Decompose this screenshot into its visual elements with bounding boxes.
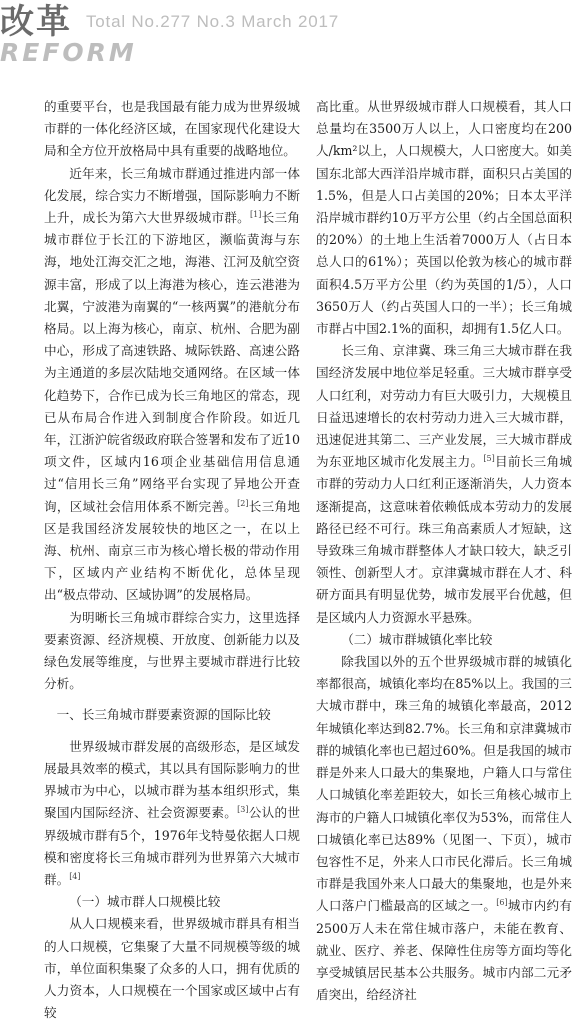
paragraph: 长三角、京津冀、珠三角三大城市群在我国经济发展中地位举足轻重。三大城市群享受人口红利，对劳动力有巨大吸引力，大规模且日益迅速增长的农村劳动力进入三大城市群，迅速促进其第二、三产业发展，三大城市群成为东亚地区城市化发展主力。[5]目前长三角城市群的劳动力人口红利正逐渐消失，人力资本逐渐提高，这意味着依赖低成本劳动力的发展路径已经不可行。珠三角高素质人才短缺，这导致珠三角城市群整体人才缺口较大，缺乏引领性、创新型人才。京津冀城市群在人才、科研方面具有明显优势，城市发展平台优越，但是区域内人力资源水平悬殊。 bbox=[316, 343, 573, 625]
paragraph: 近年来，长三角城市群通过推进内部一体化发展，综合实力不断增强，国际影响力不断上升，成长为第六大世界级城市群。[1]长三角城市群位于长江的下游地区，濒临黄海与东海，地处江海交汇之地，海港、江河及航空资源丰富，形成了以上海港为核心，连云港港为北翼，宁波港为南翼的“一核两翼”的港航分布格局。以上海为核心，南京、杭州、合肥为副中心，形成了高速铁路、城际铁路、高速公路为主通道的多层次陆地交通网络。在区域一体化趋势下，合作已成为长三角地区的常态，现已从布局合作进入到制度合作阶段。如近几年，江浙沪皖省级政府联合签署和发布了近10项文件，区域内16项企业基础信用信息通过“信用长三角”网络平台实现了异地公开查询，区域社会信用体系不断完善。[2]长三角地区是我国经济发展较快的地区之一，在以上海、杭州、南京三市为核心增长极的带动作用下，区域内产业结构不断优化，总体呈现出“极点带动、区域协调”的发展格局。 bbox=[44, 165, 301, 603]
section-heading: 一、长三角城市群要素资源的国际比较 bbox=[56, 707, 271, 723]
paragraph: 世界级城市群发展的高级形态，是区域发展最具效率的模式，其以具有国际影响力的世界城市为中心，以城市群为基本组织形式，集聚国内国际经济、社会资源要素。[3]公认的世界级城市群有5个，1976年戈特曼依据人口规模和密度将长三角城市群列为世界第六大城市群。[4] bbox=[44, 738, 301, 887]
paragraph: 除我国以外的五个世界级城市群的城镇化率都很高，城镇化率均在85%以上。我国的三大城市群中，珠三角的城镇化率最高，2012年城镇化率达到82.7%。长三角和京津冀城市群的城镇化率也已超过60%。但是我国的城市群是外来人口最大的集聚地，户籍人口与常住人口城镇化率差距较大，如长三角核心城市上海市的户籍人口城镇化率仅为53%，而常住人口城镇化率已达89%（见图一、下页），城市包容性不足，外来人口市民化滞后。长三角城市群是我国外来人口最大的集聚地，也是外来人口落户门槛最高的区域之一。[6]城市内约有2500万人未在常住城市落户，未能在教育、就业、医疗、养老、保障性住房等方面均等化享受城镇居民基本公共服务。城市内部二元矛盾突出，给经济社 bbox=[316, 654, 573, 1003]
reference-mark: [6] bbox=[496, 898, 508, 908]
right-column bbox=[316, 96, 572, 1006]
left-column bbox=[44, 96, 300, 1024]
reference-mark: [3] bbox=[237, 805, 249, 815]
subsection-heading: （一）城市群人口规模比较 bbox=[69, 894, 221, 910]
subsection-heading: （二）城市群城镇化率比较 bbox=[341, 631, 493, 647]
reference-mark: [5] bbox=[483, 454, 495, 464]
paragraph: 高比重。从世界级城市群人口规模看，其人口总量均在3500万人以上，人口密度均在200人/km²以上，人口规模大，人口密度大。如美国东北部大西洋沿岸城市群，面积只占美国的1.5%，但是人口占美国的20%；日本太平洋沿岸城市群约10万平方公里（约占全国总面积的20%）的土地上生活着7000万人（占日本总人口的61%）；英国以伦敦为核心的城市群面积4.5万平方公里（约为英国的1/5），人口3650万人（约占英国人口的一半）；长三角城市群占中国2.1%的面积，却拥有1.5亿人口。 bbox=[316, 99, 572, 337]
issue-info: Total No.277 No.3 March 2017 bbox=[86, 12, 339, 31]
magazine-title-en: REFORM bbox=[0, 38, 137, 67]
reference-mark: [4] bbox=[69, 871, 81, 881]
magazine-header bbox=[0, 0, 585, 78]
paragraph: 的重要平台，也是我国最有能力成为世界级城市群的一体化经济区域，在国家现代化建设大局和全方位开放格局中具有重要的战略地位。 bbox=[44, 99, 300, 159]
paragraph: 为明晰长三角城市群综合实力，这里选择要素资源、经济规模、开放度、创新能力以及绿色发展等维度，与世界主要城市群进行比较分析。 bbox=[44, 609, 300, 692]
magazine-title-cn: 改革 bbox=[0, 2, 72, 42]
reference-mark: [2] bbox=[237, 498, 249, 508]
reference-mark: [1] bbox=[250, 209, 262, 219]
paragraph: 从人口规模来看，世界级城市群具有相当的人口规模，它集聚了大量不同规模等级的城市，单位面积集聚了众多的人口，拥有优质的人力资本，人口规模在一个国家或区域中占有较 bbox=[44, 916, 300, 1021]
